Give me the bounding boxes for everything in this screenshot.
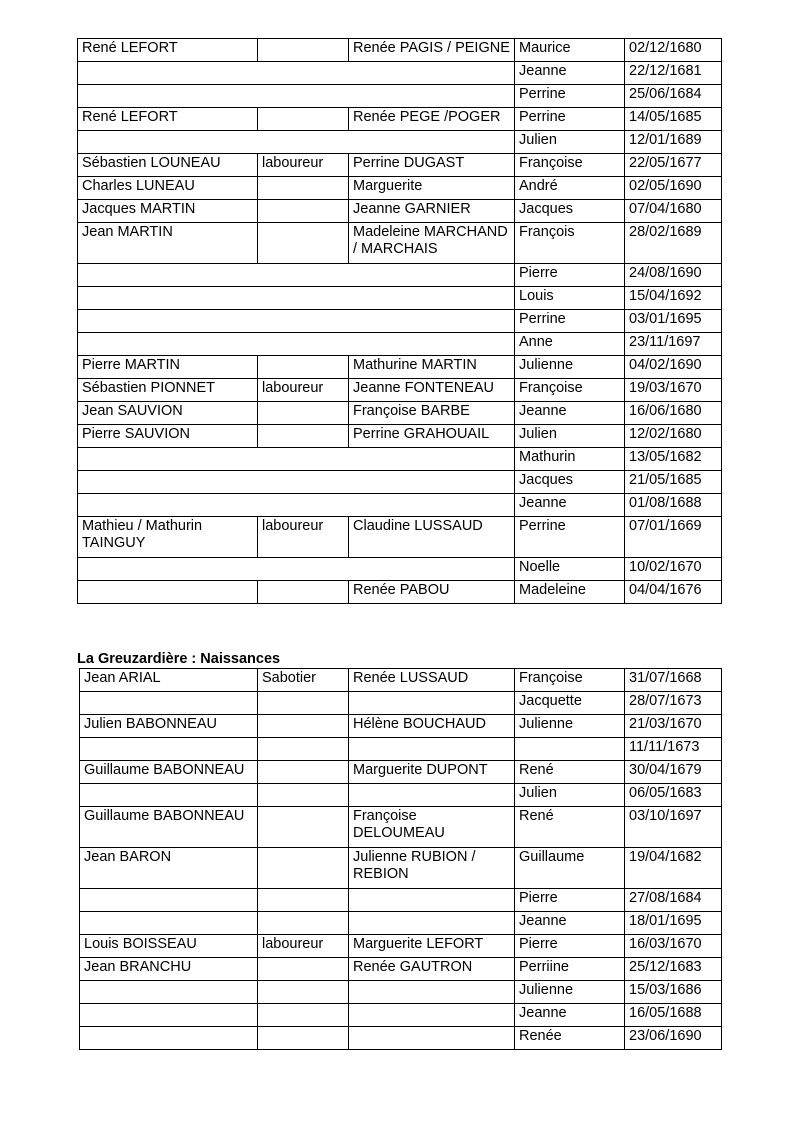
date-cell: 04/02/1690 <box>625 356 722 379</box>
child-cell: Julien <box>515 784 625 807</box>
child-cell: Anne <box>515 333 625 356</box>
date-cell: 02/05/1690 <box>625 177 722 200</box>
date-cell: 30/04/1679 <box>625 761 722 784</box>
occupation-cell: laboureur <box>258 154 349 177</box>
mother-cell: Madeleine MARCHAND / MARCHAIS <box>349 223 515 264</box>
child-cell: Julienne <box>515 356 625 379</box>
table-row <box>80 848 722 889</box>
mother-cell <box>349 889 515 912</box>
father-cell <box>78 581 258 604</box>
child-cell: Perriine <box>515 958 625 981</box>
mother-cell: Perrine DUGAST <box>349 154 515 177</box>
table-body <box>80 669 722 1050</box>
mother-cell <box>349 1027 515 1050</box>
date-cell: 01/08/1688 <box>625 494 722 517</box>
child-cell: Jeanne <box>515 62 625 85</box>
table-body <box>78 39 722 604</box>
table-row <box>80 692 722 715</box>
date-cell: 28/07/1673 <box>625 692 722 715</box>
table-row <box>80 807 722 848</box>
date-cell: 06/05/1683 <box>625 784 722 807</box>
table-row <box>78 154 722 177</box>
table-row <box>78 379 722 402</box>
occupation-cell: laboureur <box>258 379 349 402</box>
merged-parents-cell <box>78 62 515 85</box>
date-cell: 21/05/1685 <box>625 471 722 494</box>
child-cell: Perrine <box>515 85 625 108</box>
mother-cell: Renée PAGIS / PEIGNE <box>349 39 515 62</box>
father-cell: Guillaume BABONNEAU <box>80 807 258 848</box>
father-cell <box>80 692 258 715</box>
occupation-cell <box>258 761 349 784</box>
occupation-cell <box>258 958 349 981</box>
father-cell <box>80 1027 258 1050</box>
table-row <box>80 715 722 738</box>
child-cell: René <box>515 807 625 848</box>
table-row <box>80 981 722 1004</box>
father-cell: Mathieu / Mathurin TAINGUY <box>78 517 258 558</box>
date-cell: 15/03/1686 <box>625 981 722 1004</box>
mother-cell: Perrine GRAHOUAIL <box>349 425 515 448</box>
occupation-cell <box>258 39 349 62</box>
child-cell: Jeanne <box>515 494 625 517</box>
table-row <box>78 558 722 581</box>
table-row <box>80 1027 722 1050</box>
father-cell <box>80 981 258 1004</box>
table-row <box>78 356 722 379</box>
mother-cell <box>349 1004 515 1027</box>
occupation-cell <box>258 581 349 604</box>
child-cell: Jacquette <box>515 692 625 715</box>
father-cell: Jean BRANCHU <box>80 958 258 981</box>
occupation-cell: laboureur <box>258 935 349 958</box>
occupation-cell <box>258 848 349 889</box>
father-cell: Louis BOISSEAU <box>80 935 258 958</box>
child-cell: Jeanne <box>515 1004 625 1027</box>
father-cell <box>80 1004 258 1027</box>
child-cell: Mathurin <box>515 448 625 471</box>
child-cell: François <box>515 223 625 264</box>
child-cell: Louis <box>515 287 625 310</box>
mother-cell: Renée LUSSAUD <box>349 669 515 692</box>
child-cell: Françoise <box>515 379 625 402</box>
date-cell: 25/12/1683 <box>625 958 722 981</box>
occupation-cell <box>258 889 349 912</box>
child-cell: Pierre <box>515 264 625 287</box>
date-cell: 16/05/1688 <box>625 1004 722 1027</box>
occupation-cell <box>258 784 349 807</box>
father-cell: Jacques MARTIN <box>78 200 258 223</box>
child-cell: Madeleine <box>515 581 625 604</box>
date-cell: 27/08/1684 <box>625 889 722 912</box>
occupation-cell <box>258 402 349 425</box>
merged-parents-cell <box>78 287 515 310</box>
table-row <box>78 287 722 310</box>
table-row <box>80 958 722 981</box>
table-row <box>78 177 722 200</box>
table-row <box>78 39 722 62</box>
table-row <box>78 62 722 85</box>
child-cell: Jeanne <box>515 912 625 935</box>
table-row <box>80 1004 722 1027</box>
date-cell: 21/03/1670 <box>625 715 722 738</box>
section-title: La Greuzardière : Naissances <box>77 651 281 667</box>
father-cell: Pierre MARTIN <box>78 356 258 379</box>
occupation-cell <box>258 807 349 848</box>
mother-cell: Françoise DELOUMEAU <box>349 807 515 848</box>
table-row <box>78 425 722 448</box>
table-row <box>78 85 722 108</box>
father-cell: Sébastien LOUNEAU <box>78 154 258 177</box>
date-cell: 19/03/1670 <box>625 379 722 402</box>
table-row <box>78 200 722 223</box>
table-row <box>78 581 722 604</box>
table-row <box>80 738 722 761</box>
mother-cell: Marguerite LEFORT <box>349 935 515 958</box>
merged-parents-cell <box>78 264 515 287</box>
child-cell: Perrine <box>515 108 625 131</box>
date-cell: 02/12/1680 <box>625 39 722 62</box>
date-cell: 15/04/1692 <box>625 287 722 310</box>
date-cell: 13/05/1682 <box>625 448 722 471</box>
date-cell: 10/02/1670 <box>625 558 722 581</box>
occupation-cell <box>258 692 349 715</box>
table-row <box>78 131 722 154</box>
child-cell: Maurice <box>515 39 625 62</box>
father-cell <box>80 889 258 912</box>
father-cell: Guillaume BABONNEAU <box>80 761 258 784</box>
child-cell: Jeanne <box>515 402 625 425</box>
mother-cell: Hélène BOUCHAUD <box>349 715 515 738</box>
table-row <box>80 784 722 807</box>
table-row <box>78 448 722 471</box>
mother-cell <box>349 784 515 807</box>
occupation-cell <box>258 223 349 264</box>
father-cell: Pierre SAUVION <box>78 425 258 448</box>
date-cell: 23/11/1697 <box>625 333 722 356</box>
table-row <box>78 264 722 287</box>
child-cell: Pierre <box>515 889 625 912</box>
father-cell <box>80 912 258 935</box>
occupation-cell <box>258 200 349 223</box>
occupation-cell <box>258 1004 349 1027</box>
date-cell: 22/05/1677 <box>625 154 722 177</box>
mother-cell: Mathurine MARTIN <box>349 356 515 379</box>
date-cell: 19/04/1682 <box>625 848 722 889</box>
date-cell: 12/02/1680 <box>625 425 722 448</box>
date-cell: 11/11/1673 <box>625 738 722 761</box>
child-cell: Françoise <box>515 154 625 177</box>
mother-cell: Marguerite DUPONT <box>349 761 515 784</box>
occupation-cell: Sabotier <box>258 669 349 692</box>
date-cell: 28/02/1689 <box>625 223 722 264</box>
table-row <box>78 494 722 517</box>
occupation-cell <box>258 356 349 379</box>
merged-parents-cell <box>78 310 515 333</box>
table-row <box>78 402 722 425</box>
occupation-cell <box>258 425 349 448</box>
date-cell: 16/06/1680 <box>625 402 722 425</box>
mother-cell: Renée PABOU <box>349 581 515 604</box>
table-row <box>78 223 722 264</box>
child-cell: Perrine <box>515 517 625 558</box>
table-row <box>78 310 722 333</box>
date-cell: 07/04/1680 <box>625 200 722 223</box>
father-cell: Jean BARON <box>80 848 258 889</box>
child-cell: Pierre <box>515 935 625 958</box>
mother-cell: Claudine LUSSAUD <box>349 517 515 558</box>
table-row <box>78 517 722 558</box>
births-register-table <box>79 668 722 1050</box>
mother-cell: Françoise BARBE <box>349 402 515 425</box>
father-cell: Julien BABONNEAU <box>80 715 258 738</box>
father-cell <box>80 784 258 807</box>
child-cell: Perrine <box>515 310 625 333</box>
mother-cell: Jeanne GARNIER <box>349 200 515 223</box>
child-cell: Renée <box>515 1027 625 1050</box>
father-cell: Jean SAUVION <box>78 402 258 425</box>
table-row <box>80 889 722 912</box>
father-cell: Jean ARIAL <box>80 669 258 692</box>
table-row <box>78 471 722 494</box>
child-cell: Jacques <box>515 471 625 494</box>
child-cell: Julien <box>515 425 625 448</box>
occupation-cell <box>258 981 349 1004</box>
date-cell: 14/05/1685 <box>625 108 722 131</box>
date-cell: 16/03/1670 <box>625 935 722 958</box>
merged-parents-cell <box>78 558 515 581</box>
child-cell: Françoise <box>515 669 625 692</box>
table-row <box>80 761 722 784</box>
date-cell: 03/01/1695 <box>625 310 722 333</box>
date-cell: 04/04/1676 <box>625 581 722 604</box>
occupation-cell <box>258 108 349 131</box>
table-row <box>80 912 722 935</box>
date-cell: 31/07/1668 <box>625 669 722 692</box>
occupation-cell <box>258 177 349 200</box>
date-cell: 24/08/1690 <box>625 264 722 287</box>
child-cell: Julienne <box>515 981 625 1004</box>
mother-cell: Renée PEGE /POGER <box>349 108 515 131</box>
merged-parents-cell <box>78 494 515 517</box>
merged-parents-cell <box>78 333 515 356</box>
child-cell: René <box>515 761 625 784</box>
date-cell: 03/10/1697 <box>625 807 722 848</box>
occupation-cell <box>258 715 349 738</box>
date-cell: 18/01/1695 <box>625 912 722 935</box>
father-cell: René LEFORT <box>78 108 258 131</box>
child-cell: Guillaume <box>515 848 625 889</box>
mother-cell: Julienne RUBION / REBION <box>349 848 515 889</box>
date-cell: 07/01/1669 <box>625 517 722 558</box>
child-cell <box>515 738 625 761</box>
child-cell: Jacques <box>515 200 625 223</box>
date-cell: 23/06/1690 <box>625 1027 722 1050</box>
table-row <box>80 935 722 958</box>
child-cell: Noelle <box>515 558 625 581</box>
child-cell: André <box>515 177 625 200</box>
occupation-cell: laboureur <box>258 517 349 558</box>
mother-cell <box>349 692 515 715</box>
occupation-cell <box>258 1027 349 1050</box>
occupation-cell <box>258 912 349 935</box>
father-cell: Jean MARTIN <box>78 223 258 264</box>
father-cell: René LEFORT <box>78 39 258 62</box>
date-cell: 25/06/1684 <box>625 85 722 108</box>
date-cell: 12/01/1689 <box>625 131 722 154</box>
mother-cell <box>349 738 515 761</box>
table-row <box>78 333 722 356</box>
date-cell: 22/12/1681 <box>625 62 722 85</box>
father-cell: Sébastien PIONNET <box>78 379 258 402</box>
father-cell <box>80 738 258 761</box>
mother-cell <box>349 912 515 935</box>
merged-parents-cell <box>78 85 515 108</box>
mother-cell <box>349 981 515 1004</box>
merged-parents-cell <box>78 131 515 154</box>
baptism-register-table <box>77 38 722 604</box>
child-cell: Julien <box>515 131 625 154</box>
mother-cell: Renée GAUTRON <box>349 958 515 981</box>
child-cell: Julienne <box>515 715 625 738</box>
mother-cell: Jeanne FONTENEAU <box>349 379 515 402</box>
table-row <box>78 108 722 131</box>
merged-parents-cell <box>78 448 515 471</box>
merged-parents-cell <box>78 471 515 494</box>
mother-cell: Marguerite <box>349 177 515 200</box>
table-row <box>80 669 722 692</box>
occupation-cell <box>258 738 349 761</box>
father-cell: Charles LUNEAU <box>78 177 258 200</box>
